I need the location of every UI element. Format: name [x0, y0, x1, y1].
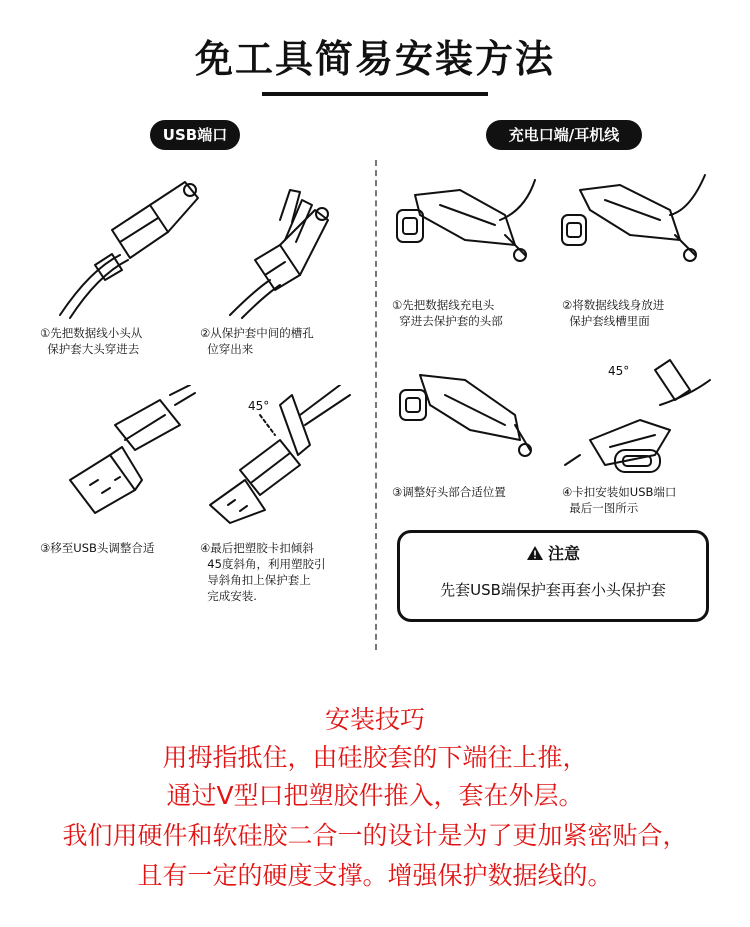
usb-step4-illustration: [200, 385, 360, 525]
section-divider: [375, 160, 377, 650]
charge-step2-illustration: [560, 170, 720, 280]
page-title: 免工具简易安装方法: [194, 37, 555, 81]
charge-step-4: ④卡扣安装如USB端口 最后一图所示: [562, 485, 677, 515]
notice-title: 注意: [547, 544, 580, 563]
charge-step1-illustration: [385, 170, 545, 280]
tips-line-4: 且有一定的硬度支撑。增强保护数据线的。: [137, 861, 613, 890]
charge-step-2: ②将数据线线身放进 保护套线槽里面: [562, 298, 665, 328]
usb-step-2: ②从保护套中间的槽孔 位穿出来: [200, 326, 314, 356]
usb-step3-illustration: [60, 385, 200, 515]
usb-step-1: ①先把数据线小头从 保护套大头穿进去: [40, 326, 143, 356]
charge-angle-label: 45°: [608, 364, 630, 378]
tips-line-1: 用拇指抵住，由硅胶套的下端往上推，: [162, 743, 588, 772]
notice-box: [397, 530, 709, 622]
usb-step-3: ③移至USB头调整合适: [40, 541, 155, 555]
charge-step-3: ③调整好头部合适位置: [392, 485, 506, 499]
tips-line-3: 我们用硬件和软硅胶二合一的设计是为了更加紧密贴合，: [62, 821, 688, 850]
charge-step3-illustration: [390, 355, 540, 475]
usb-step1-illustration: [50, 170, 200, 320]
notice-heading: [400, 541, 706, 564]
usb-section-label: USB端口: [150, 120, 240, 150]
notice-text: 先套USB端保护套再套小头保护套: [440, 581, 666, 599]
usb-step-4: ④最后把塑胶卡扣倾斜 45度斜角，利用塑胶引 导斜角扣上保护套上 完成安装.: [200, 541, 326, 603]
tips-heading: 安装技巧: [324, 705, 425, 734]
tips-line-2: 通过V型口把塑胶件推入，套在外层。: [166, 781, 584, 810]
charge-step4-illustration: [560, 355, 720, 485]
charge-step-1: ①先把数据线充电头 穿进去保护套的头部: [392, 298, 503, 328]
warning-icon: [526, 545, 544, 561]
title-underline: [262, 92, 488, 96]
charge-section-label: 充电口端/耳机线: [486, 120, 642, 150]
usb-angle-label: 45°: [248, 399, 270, 413]
usb-step2-illustration: [220, 180, 360, 320]
